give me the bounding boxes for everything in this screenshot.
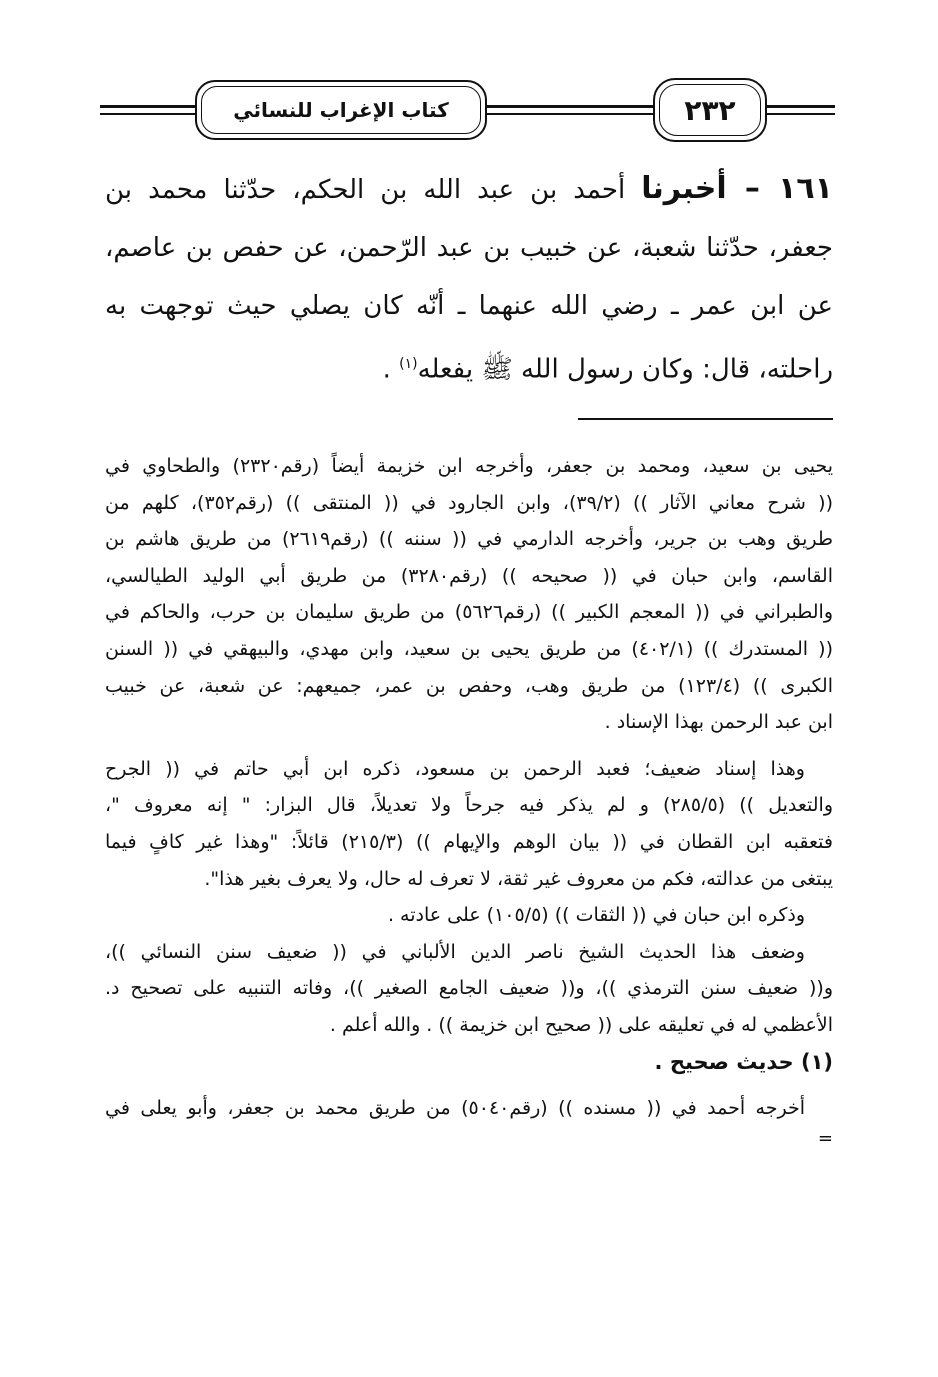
footnote-heading: (١) حديث صحيح .	[654, 1049, 833, 1074]
footnote-line: (( شرح معاني الآثار )) (٣٩/٢)، وابن الجارود في (( المنتقى )) (رقم٣٥٢)، كلهم من	[105, 491, 833, 514]
header-rule-left-top	[100, 105, 195, 108]
hadith-line-tail: .	[382, 354, 400, 385]
hadith-line-text: أحمد بن عبد الله بن الحكم، حدّثنا محمد بن	[105, 175, 642, 205]
footnote-line: و(( ضعيف سنن الترمذي ))، و(( ضعيف الجامع الصغير ))، وفاته التنبيه على تصحيح د.	[105, 977, 833, 1000]
hadith-line	[105, 335, 833, 399]
page-number-frame	[653, 78, 767, 142]
paragraph-gap	[105, 1080, 833, 1090]
footnote-line: ابن عبد الرحمن بهذا الإسناد .	[604, 711, 833, 734]
footnote-line: طريق وهب بن جرير، وأخرجه الدارمي في (( سننه )) (رقم٢٦١٩) من طريق هاشم بن	[105, 528, 833, 551]
footnotes	[105, 448, 833, 1151]
footnote-line: يحيى بن سعيد، ومحمد بن جعفر، وأخرجه ابن خزيمة أيضاً (رقم٢٣٢٠) والطحاوي في	[105, 455, 833, 477]
continuation-mark: =	[817, 1127, 833, 1149]
footnote-line: وهذا إسناد ضعيف؛ فعبد الرحمن بن مسعود، ذكره ابن أبي حاتم في (( الجرح	[105, 757, 805, 780]
book-title: كتاب الإغراب للنسائي	[233, 98, 449, 122]
footnote-line: وضعف هذا الحديث الشيخ ناصر الدين الألباني في (( ضعيف سنن النسائي ))،	[105, 940, 805, 963]
footnote-line: فتعقبه ابن القطان في (( بيان الوهم والإيهام )) (٢١٥/٣) قائلاً: "وهذا غير كافٍ فيما	[105, 830, 833, 853]
footnote-line: وذكره ابن حبان في (( الثقات )) (١٠٥/٥) على عادته .	[387, 904, 805, 927]
footnote-line: الأعظمي له في تعليقه على (( صحيح ابن خزيمة )) . والله أعلم .	[329, 1013, 833, 1036]
hadith-line-text: راحلته، قال: وكان رسول الله ﷺ يفعله	[417, 354, 833, 385]
hadith-line	[105, 160, 833, 219]
footnote-line: والتعديل )) (٢٨٥/٥) و لم يذكر فيه جرحاً ولا تعديلاً، قال البزار: " إنه معروف "،	[105, 794, 833, 817]
header-rule-middle-bottom	[487, 113, 653, 115]
header-rule-left-bottom	[100, 113, 195, 115]
footnote-marker[interactable]: (١)	[399, 356, 418, 372]
hadith-line: عن ابن عمر ـ رضي الله عنهما ـ أنّه كان يصلي حيث توجهت به	[105, 291, 833, 321]
footnote-line: والطبراني في (( المعجم الكبير )) (رقم٥٦٢٦) من طريق سليمان بن حرب، والحاكم في	[105, 601, 833, 624]
hadith-text	[105, 160, 833, 399]
page-number: ٢٣٢	[684, 93, 736, 127]
book-title-frame	[195, 80, 487, 140]
footnote-separator	[578, 418, 833, 420]
hadith-line: جعفر، حدّثنا شعبة، عن خبيب بن عبد الرّحمن، عن حفص بن عاصم،	[105, 233, 833, 263]
header-rule-middle-top	[487, 105, 653, 108]
header-rule-right-bottom	[767, 113, 835, 115]
footnote-line: أخرجه أحمد في (( مسنده )) (رقم٥٠٤٠) من طريق محمد بن جعفر، وأبو يعلى في	[105, 1097, 805, 1120]
hadith-lead: ١٦١ – أخبرنا	[641, 171, 833, 206]
footnote-line: (( المستدرك )) (٤٠٢/١) من طريق يحيى بن سعيد، وابن مهدي، والبيهقي في (( السنن	[105, 637, 833, 660]
footnote-line: يبتغى من عدالته، فكم من معروف غير ثقة، لا تعرف له حال، ولا يعرف بغير هذا".	[204, 867, 833, 890]
footnote-line: القاسم، وابن حبان في (( صحيحه )) (رقم٣٢٨٠) من طريق أبي الوليد الطيالسي،	[105, 564, 833, 587]
header-rule-right-top	[767, 105, 835, 108]
paragraph-gap	[105, 741, 833, 751]
footnote-line: الكبرى )) (١٢٣/٤) من طريق وهب، وحفص بن عمر، جميعهم: عن شعبة، عن خبيب	[105, 674, 833, 697]
page-header	[100, 78, 835, 156]
